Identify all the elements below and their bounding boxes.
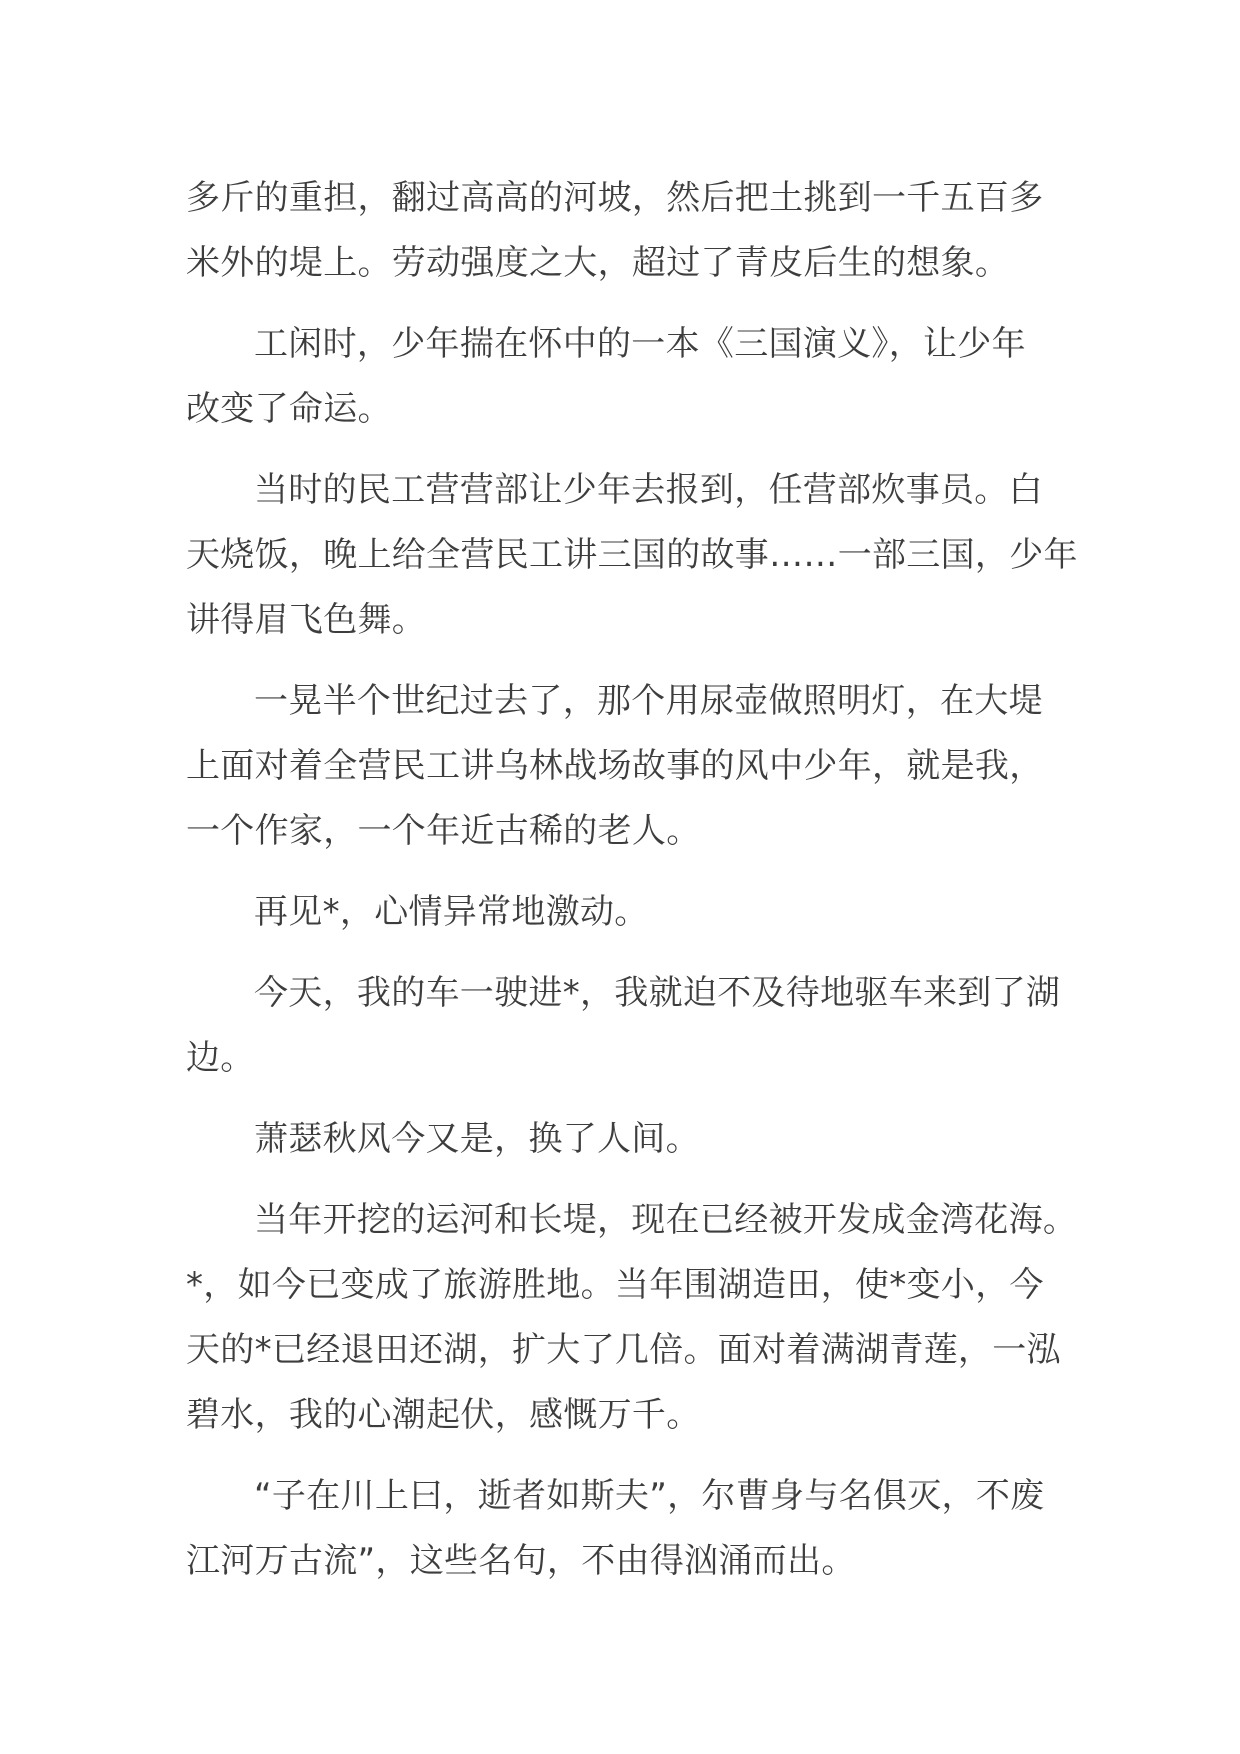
text-line: 边。 xyxy=(186,1038,255,1078)
text-line: 一晃半个世纪过去了，那个用尿壶做照明灯，在大堤 xyxy=(254,681,1043,721)
paragraph-3 xyxy=(186,458,1078,653)
text-line: 上面对着全营民工讲乌林战场故事的风中少年，就是我， xyxy=(186,746,1044,786)
text-line: 萧瑟秋风今又是，换了人间。 xyxy=(254,1119,700,1159)
document-body xyxy=(186,166,1078,1610)
paragraph-4 xyxy=(186,669,1056,864)
paragraph-2 xyxy=(186,312,1056,442)
text-line: 江河万古流”，这些名句，不由得汹涌而出。 xyxy=(186,1541,856,1581)
text-line: 改变了命运。 xyxy=(186,389,392,429)
paragraph-5 xyxy=(186,880,1056,945)
paragraph-7 xyxy=(186,1107,1056,1172)
text-line: 工闲时，少年揣在怀中的一本《三国演义》，让少年 xyxy=(254,324,1026,364)
text-line: 天烧饭，晚上给全营民工讲三国的故事……一部三国，少年 xyxy=(186,535,1078,575)
text-line: 碧水，我的心潮起伏，感慨万千。 xyxy=(186,1395,701,1435)
text-line: 再见*，心情异常地激动。 xyxy=(254,892,649,932)
paragraph-6 xyxy=(186,961,1061,1091)
text-line: 米外的堤上。劳动强度之大，超过了青皮后生的想象。 xyxy=(186,243,1010,283)
text-line: 今天，我的车一驶进*，我就迫不及待地驱车来到了湖 xyxy=(254,973,1061,1013)
text-line: 多斤的重担，翻过高高的河坡，然后把土挑到一千五百多 xyxy=(186,178,1044,218)
text-line: 一个作家，一个年近古稀的老人。 xyxy=(186,811,701,851)
paragraph-1 xyxy=(186,166,1056,296)
text-line: 天的*已经退田还湖，扩大了几倍。面对着满湖青莲，一泓 xyxy=(186,1330,1061,1370)
text-line: 讲得眉飞色舞。 xyxy=(186,600,427,640)
text-line: “子在川上曰，逝者如斯夫”，尔曹身与名俱灭，不废 xyxy=(254,1476,1045,1516)
text-line: *，如今已变成了旅游胜地。当年围湖造田，使*变小，今 xyxy=(186,1265,1044,1305)
paragraph-8 xyxy=(186,1188,1078,1448)
text-line: 当时的民工营营部让少年去报到，任营部炊事员。白 xyxy=(254,470,1043,510)
text-line: 当年开挖的运河和长堤，现在已经被开发成金湾花海。 xyxy=(254,1200,1078,1240)
paragraph-9 xyxy=(186,1464,1056,1594)
